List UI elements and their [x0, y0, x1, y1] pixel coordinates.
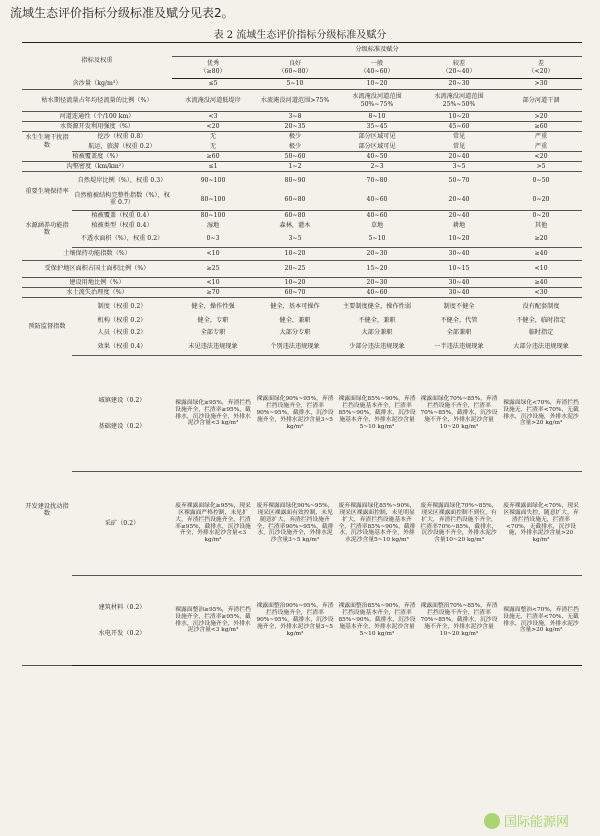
grade-value-cell: 10~20: [418, 112, 500, 122]
watermark-text: 国际能源网: [504, 815, 570, 830]
grade-value-cell: 废弃裸露面绿化90%~95%，现采区裸露面有效控制，未见随意扩大，弃渣拦挡设施齐全，拦渣率90%~95%，截排水，沉沙设施齐全，外排水泥沙含量3~5 kg/m³: [254, 472, 336, 576]
grade-value-cell: 主要制度健全，操作性弱: [342, 302, 412, 310]
grade-value-cell: <10: [500, 261, 582, 278]
indicator-cell: 机构（权重 0.2）: [97, 316, 147, 324]
table-row: [22, 122, 582, 132]
table-row: [22, 152, 582, 162]
grade-value-cell: 大部分兼职: [361, 328, 393, 336]
grade-value-cell: 大部分专职: [279, 328, 311, 336]
grade-value-cell: 常见: [452, 133, 466, 141]
grade-header: 差 （<20）: [500, 57, 582, 79]
indicator-label: 基础建设（0.2）: [98, 422, 146, 430]
grade-value-cell: 0~20: [500, 189, 582, 211]
grade-value-cell: 80~100: [200, 212, 226, 220]
grade-value-cell: 20~40: [448, 212, 470, 220]
table-row: [22, 327, 582, 339]
grade-value-cell: 少部分违法违规现象: [336, 339, 418, 356]
grade-value-cell: 健全，基本可操作: [270, 302, 320, 310]
grade-value-cell: 部分河道干涸: [500, 90, 582, 112]
grade-value-cell: 裸露面绿化90%~95%，弃渣拦挡设施齐全，拦渣率90%~95%，截排水，沉沙设施齐全，外排水泥沙含量3~5 kg/m³: [254, 356, 336, 472]
grade-value-cell: 60~80: [284, 212, 306, 220]
grade-value-cell: 8~10: [336, 112, 418, 122]
grade-value-cell: 1~2: [254, 162, 336, 172]
watermark-logo: [482, 810, 592, 832]
grade-value-cell: 90~100: [200, 176, 226, 184]
indicator-cell: 水资源开发利用强度（%）: [22, 122, 172, 132]
grade-value-cell: 0~50: [532, 176, 550, 184]
grade-value-cell: ≥25: [172, 261, 254, 278]
table-row: [22, 298, 582, 315]
table-row: [22, 231, 582, 248]
indicator-cell: 植被覆盖度（%）: [22, 152, 172, 162]
indicator-cell: 土壤保持功能指数（%）: [22, 248, 172, 261]
table-row: [22, 90, 582, 112]
indicator-cell: 植被类型（权重 0.4）: [91, 221, 153, 229]
category-cell: 水生生境干扰指数: [25, 134, 69, 149]
indicator-cell: 自然植被结构完整性指数（%），权重 0.7）: [72, 189, 172, 211]
grade-value-cell: 极少: [288, 133, 302, 141]
header-indicator: 指标及权重: [22, 43, 172, 79]
grade-value-cell: 全部兼职: [446, 328, 472, 336]
grade-value-cell: <30: [500, 288, 582, 298]
grade-value-cell: 0~20: [532, 212, 550, 220]
grade-value-cell: 20~40: [418, 152, 500, 162]
grade-value-cell: 个别违法违规现象: [254, 339, 336, 356]
indicator-cell: 人员（权重 0.2）: [97, 328, 147, 336]
indicator-cell: 自然堤岸比例（%），权重 0.3）: [77, 176, 167, 184]
grade-value-cell: 30~40: [418, 248, 500, 261]
indicator-cell: 制度（权重 0.2）: [97, 302, 147, 310]
grade-value-cell: <20: [500, 152, 582, 162]
grade-value-cell: >30: [500, 79, 582, 90]
grade-value-cell: <10: [172, 248, 254, 261]
grade-value-cell: 无: [209, 133, 217, 141]
grade-value-cell: 一半违法违规现象: [418, 339, 500, 356]
grade-value-cell: 湿地: [206, 221, 220, 229]
grade-value-cell: 草地: [370, 221, 384, 229]
grade-value-cell: <3: [172, 112, 254, 122]
indicator-cell: 采矿（0.2）: [72, 472, 172, 576]
grade-value-cell: 50~60: [254, 152, 336, 162]
grade-value-cell: >5: [500, 162, 582, 172]
table-row: [22, 356, 582, 472]
grade-value-cell: 大部分违法违规现象: [500, 339, 582, 356]
grade-value-cell: 20~30: [418, 79, 500, 90]
grade-value-cell: 30~40: [418, 278, 500, 288]
grade-value-cell: 不健全，临时指定: [516, 316, 566, 324]
grade-value-cell: 70~80: [366, 176, 388, 184]
indicator-label: 城镇建设（0.2）: [98, 397, 146, 405]
indicator-cell: 河道连通性（个/100 km）: [22, 112, 172, 122]
grade-value-cell: 80~100: [172, 189, 254, 211]
grade-value-cell: 健全，专职: [197, 316, 229, 324]
grade-value-cell: 5~10: [336, 231, 418, 248]
grade-value-cell: 不健全，代管: [440, 316, 478, 324]
grade-value-cell: 耕地: [452, 221, 466, 229]
grade-value-cell: 裸露面整治70%~85%，弃渣拦挡设施不齐全，拦渣率70%~85%，截排水，沉沙设施不齐全，外排水泥沙含量10~20 kg/m³: [418, 576, 500, 666]
table-row: [22, 79, 582, 90]
grade-value-cell: 极少: [254, 142, 336, 152]
table-row: [22, 162, 582, 172]
grade-value-cell: 2~3: [336, 162, 418, 172]
indicator-cell: 水土流失治理度（%）: [22, 288, 172, 298]
grade-value-cell: 全部专职: [200, 328, 226, 336]
table-row: [22, 189, 582, 211]
grade-value-cell: ≥60: [500, 122, 582, 132]
table-row: [22, 261, 582, 278]
table-row: [22, 576, 582, 666]
table-row: [22, 112, 582, 122]
grade-value-cell: 3~8: [254, 112, 336, 122]
grade-value-cell: 没有配套制度: [522, 302, 560, 310]
grade-value-cell: 裸露面绿化≥95%，弃渣拦挡设施齐全，拦渣率≥95%，截排水，沉沙设施齐全，外排水泥沙含量<3 kg/m³: [172, 356, 254, 472]
grade-value-cell: 裸露面整治90%~95%，弃渣拦挡设施齐全，拦渣率90%~95%，截排水，沉沙设施齐全，外排水泥沙含量3~5 kg/m³: [254, 576, 336, 666]
grade-value-cell: 水流淹没河道低堤岸: [172, 90, 254, 112]
grade-header: 较差 （20~40）: [418, 57, 500, 79]
grade-value-cell: 临时指定: [528, 328, 554, 336]
indicator-cell: 枯水期径流量占年均径流量的比例（%）: [22, 90, 172, 112]
grade-value-cell: 20~35: [254, 122, 336, 132]
indicator-cell: 不透水面积（%），权重 0.2）: [72, 231, 172, 248]
grade-value-cell: 20~25: [254, 261, 336, 278]
grade-value-cell: 裸露面整治<70%，弃渣拦挡设施无，拦渣率<70%，无截排水，沉沙设施，外排水泥沙含量>20 kg/m³: [500, 576, 582, 666]
grade-value-cell: 未见违法违规现象: [172, 339, 254, 356]
indicator-cell: 沟壑密度（km/km²）: [22, 162, 172, 172]
grade-value-cell: 制度不健全: [443, 302, 475, 310]
table-row: [22, 288, 582, 298]
category-cell: 水源涵养功能指数: [25, 221, 69, 236]
grade-value-cell: 60~80: [254, 189, 336, 211]
table-row: [22, 172, 582, 189]
grade-value-cell: 40~50: [336, 152, 418, 162]
category-cell: 重要生境保持率: [25, 187, 69, 195]
grade-value-cell: 60~70: [254, 288, 336, 298]
grade-value-cell: 废弃裸露面绿化85%~90%，现采区裸露面控制，未见明显扩大，弃渣拦挡设施基本齐全，拦渣率85%~90%，截排水，沉沙设施基本齐全，外排水泥沙含量5~10 kg/m³: [336, 472, 418, 576]
indicator-label: 水电开发（0.2）: [98, 629, 146, 637]
table-row: [22, 211, 582, 221]
table-row: [22, 248, 582, 261]
grade-value-cell: ≤1: [172, 162, 254, 172]
table-row: [22, 132, 582, 142]
grade-value-cell: 不健全，兼职: [358, 316, 396, 324]
indicator-cell: 效果（权重 0.4）: [72, 339, 172, 356]
grade-value-cell: 裸露面绿化85%~90%，弃渣拦挡设施基本齐全，拦渣率85%~90%，截排水，沉沙设施基本齐全，外排水泥沙含量5~10 kg/m³: [336, 356, 418, 472]
grade-value-cell: 10~20: [254, 248, 336, 261]
category-cell: 开发建设扰动指数: [22, 356, 72, 666]
grade-value-cell: ≥70: [172, 288, 254, 298]
grade-value-cell: 20~30: [336, 278, 418, 288]
indicator-cell: 受保护地区面积占国土面积比例（%）: [22, 261, 172, 278]
grade-header: 一般 （40~60）: [336, 57, 418, 79]
indicator-cell: [72, 576, 172, 666]
grade-value-cell: 5~10: [254, 79, 336, 90]
grade-value-cell: 10~20: [336, 79, 418, 90]
header-group: 分级标准及赋分: [172, 43, 582, 57]
grade-value-cell: 10~20: [254, 278, 336, 288]
grade-value-cell: ≥40: [500, 278, 582, 288]
indicator-cell: 植被覆盖（权重 0.4）: [91, 212, 153, 220]
grade-value-cell: 3~5: [254, 231, 336, 248]
grade-value-cell: >20: [500, 112, 582, 122]
table-row: [22, 339, 582, 356]
grade-value-cell: 健全，兼职: [279, 316, 311, 324]
table-row: [22, 142, 582, 152]
grade-value-cell: ≥60: [172, 152, 254, 162]
grade-value-cell: 废弃裸露面绿化<70%，现采区裸露面失控，随意扩大，弃渣拦挡设施无，拦渣率<70%，无截排水，沉沙设施，外排水泥沙含量>20 kg/m³: [500, 472, 582, 576]
intro-text: 流域生态评价指标分级标准及赋分见表2。: [10, 6, 234, 20]
grade-value-cell: 部分区域可见: [336, 142, 418, 152]
grade-value-cell: 健全，操作性强: [191, 302, 235, 310]
grade-value-cell: 废弃裸露面绿化≥95%，现采区裸露面严格控制，未见扩大，弃渣拦挡设施齐全，拦渣率≥95%，截排水，沉沙设施齐全，外排水泥沙含量<3 kg/m³: [172, 472, 254, 576]
grade-value-cell: 水流淹没河道范围 50%~75%: [336, 90, 418, 112]
indicator-cell: 挖沙（权重 0.8）: [97, 133, 147, 141]
grade-value-cell: 10~15: [418, 261, 500, 278]
grade-value-cell: 40~60: [366, 212, 388, 220]
grade-value-cell: 80~90: [284, 176, 306, 184]
grade-value-cell: 部分区域可见: [358, 133, 396, 141]
grade-value-cell: 严重: [534, 133, 548, 141]
grade-value-cell: 0~3: [172, 231, 254, 248]
grade-value-cell: 3~5: [418, 162, 500, 172]
grade-value-cell: 其他: [534, 221, 548, 229]
grade-value-cell: <20: [172, 122, 254, 132]
category-cell: 预防监督指数: [28, 323, 66, 331]
grade-value-cell: ≥40: [500, 248, 582, 261]
table-caption: 表 2 流域生态评价指标分级标准及赋分: [213, 30, 387, 41]
grade-value-cell: 水流淹没河道范围 25%~50%: [418, 90, 500, 112]
grade-header: 良好 （60~80）: [254, 57, 336, 79]
indicator-label: 建筑材料（0.2）: [98, 604, 146, 612]
table-row: [22, 472, 582, 576]
grade-value-cell: ≤5: [172, 79, 254, 90]
table-row: [22, 278, 582, 288]
grade-value-cell: 15~20: [336, 261, 418, 278]
grade-value-cell: 废弃裸露面绿化70%~85%，现采区裸露面控制不到位，有扩大，弃渣拦挡设施不齐全，拦渣率70%~85%，截排水，沉沙设施不齐全，外排水泥沙含量10~20 kg/m³: [418, 472, 500, 576]
grade-value-cell: 严重: [500, 142, 582, 152]
grade-value-cell: 裸露面整治≥95%，弃渣拦挡设施齐全，拦渣率≥95%，截排水，沉沙设施齐全，外排水泥沙含量<3 kg/m³: [172, 576, 254, 666]
table-row: [22, 315, 582, 327]
grade-value-cell: 30~40: [418, 288, 500, 298]
grade-value-cell: 20~40: [418, 189, 500, 211]
grading-table: [22, 42, 582, 666]
grade-value-cell: 无: [172, 142, 254, 152]
grade-value-cell: 35~45: [336, 122, 418, 132]
grade-value-cell: 裸露面绿化70%~85%，弃渣拦挡设施不齐全，拦渣率70%~85%，截排水，沉沙设施不齐全，外排水泥沙含量10~20 kg/m³: [418, 356, 500, 472]
grade-value-cell: <10: [172, 278, 254, 288]
grade-value-cell: 50~70: [448, 176, 470, 184]
grade-value-cell: ≥20: [500, 231, 582, 248]
indicator-cell: 含沙量（kg/m³）: [22, 79, 172, 90]
grade-value-cell: 常见: [418, 142, 500, 152]
grade-value-cell: 裸露面整治85%~90%，弃渣拦挡设施基本齐全，拦渣率85%~90%，截排水，沉沙设施基本齐全，外排水泥沙含量5~10 kg/m³: [336, 576, 418, 666]
grade-value-cell: 森林，灌木: [279, 221, 311, 229]
grade-value-cell: 20~30: [336, 248, 418, 261]
grade-value-cell: 45~60: [418, 122, 500, 132]
indicator-cell: [72, 356, 172, 472]
grade-value-cell: 40~60: [336, 189, 418, 211]
grade-value-cell: 裸露面绿化<70%，弃渣拦挡设施无，拦渣率<70%，无截排水，沉沙设施，外排水泥沙含量>20 kg/m³: [500, 356, 582, 472]
grade-value-cell: 水流淹没河道范围>75%: [254, 90, 336, 112]
grade-header: 优秀 （≥80）: [172, 57, 254, 79]
grade-value-cell: 40~60: [336, 288, 418, 298]
grade-value-cell: 10~20: [418, 231, 500, 248]
indicator-cell: 航运，旅游（权重 0.2）: [72, 142, 172, 152]
table-row: [22, 221, 582, 231]
indicator-cell: 建设用地比例（%）: [22, 278, 172, 288]
